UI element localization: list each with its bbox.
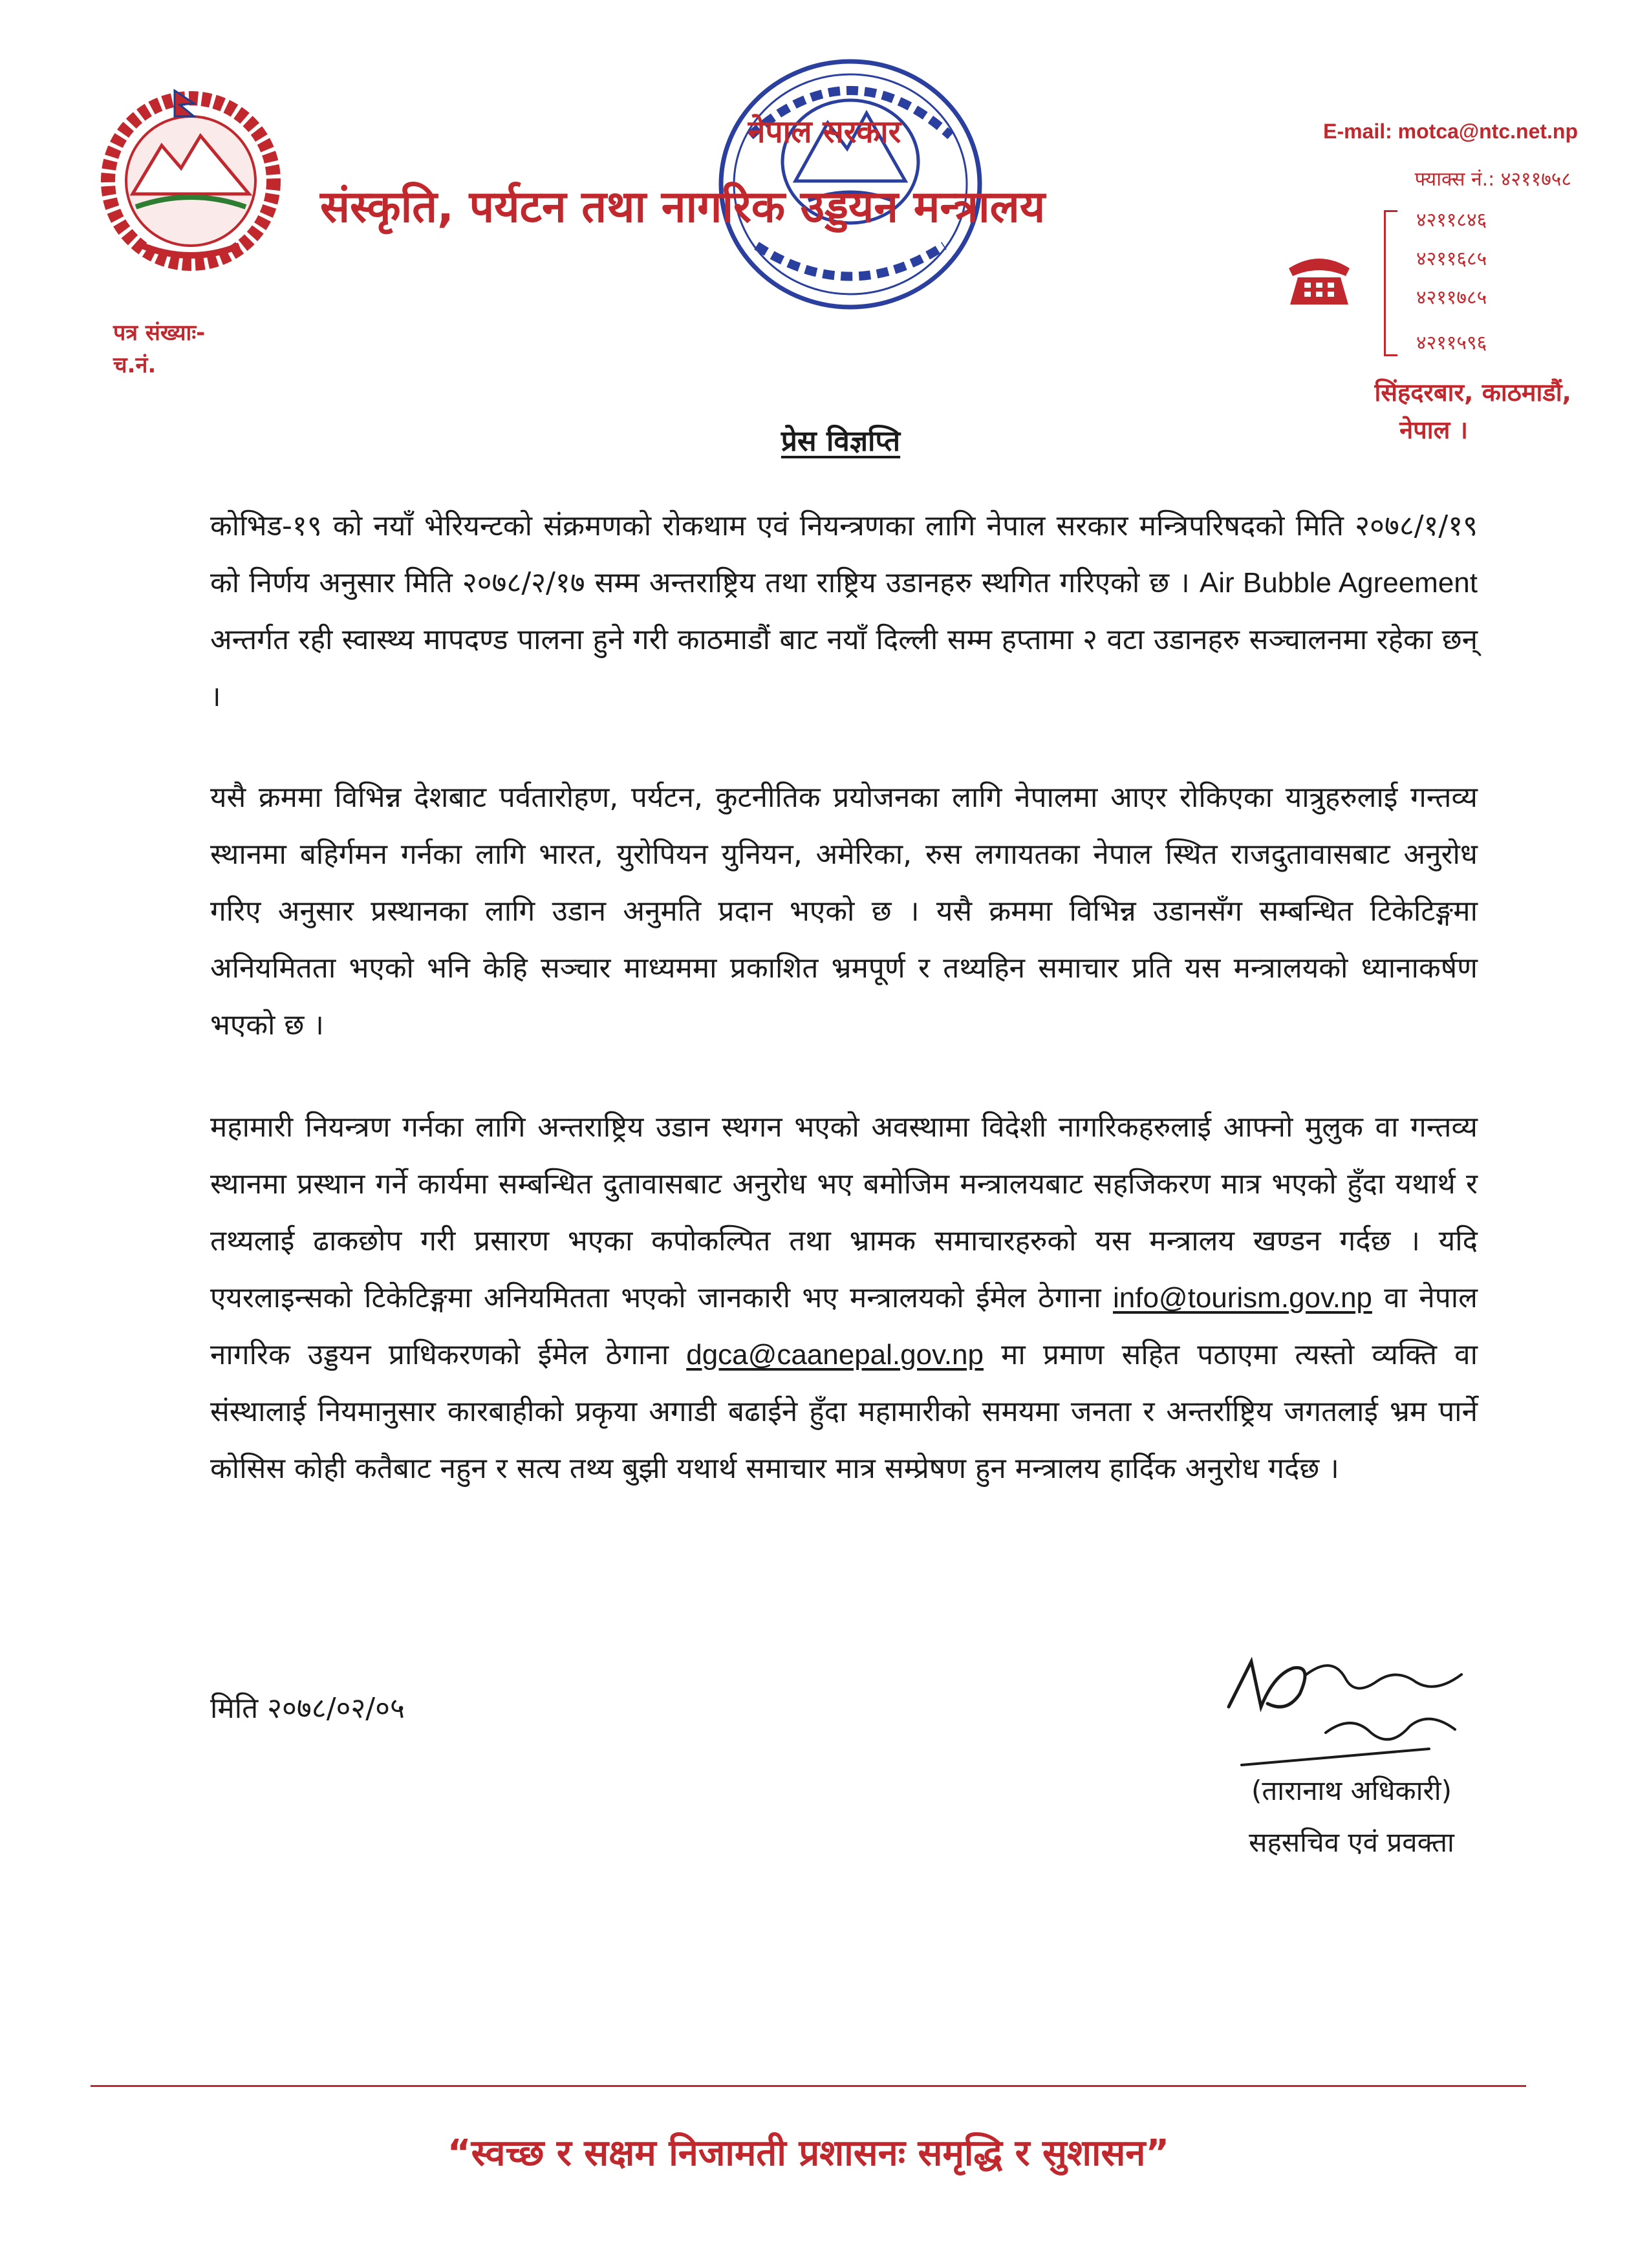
- dispatch-number-label: च.नं.: [113, 352, 156, 378]
- phone-number: ४२११८४६: [1416, 209, 1487, 231]
- press-release-title: प्रेस विज्ञप्ति: [781, 425, 901, 458]
- paragraph-3-text-a: महामारी नियन्त्रण गर्नका लागि अन्तराष्ट्रिय उडान स्थगन भएको अवस्थामा विदेशी नागरिकहरुलाई आफ्नो मुलुक वा गन्तव्य स्थानमा प्रस्थान गर्ने कार्यमा सम्बन्धित दुतावासबाट अनुरोध भए बमोजिम मन्त्रालयबाट सहजिकरण मात्र भएको हुँदा यथार्थ र तथ्यलाई ढाकछोप गरी प्रसारण भएका कपोकल्पित तथा भ्रामक समाचारहरुको यस मन्त्रालय खण्डन गर्दछ । यदि एयरलाइन्सको टिकेटिङ्गमा अनियमितता भएको जानकारी भए मन्त्रालयको ईमेल ठेगाना: [210, 1111, 1478, 1314]
- signatory-name: (तारानाथ अधिकारी): [1251, 1775, 1452, 1806]
- air-bubble-term: Air Bubble Agreement: [1199, 567, 1478, 599]
- caan-email-link[interactable]: dgca@caanepal.gov.np: [686, 1339, 984, 1371]
- contact-email: E-mail: motca@ntc.net.np: [1323, 120, 1578, 143]
- footer-divider: [91, 2085, 1526, 2087]
- handwritten-signature: [1216, 1636, 1487, 1791]
- paragraph-1-text-a: कोभिड-१९ को नयाँ भेरियन्टको संक्रमणको रोकथाम एवं नियन्त्रणका लागि नेपाल सरकार मन्त्रिपरिषदको मिति २०७८/१/१९ को निर्णय अनुसार मिति २०७८/२/१७ सम्म अन्तराष्ट्रिय तथा राष्ट्रिय उडानहरु स्थगित गरिएको छ ।: [210, 509, 1478, 599]
- release-date: मिति २०७८/०२/०५: [210, 1692, 405, 1725]
- paragraph-3-text-b: वा नेपाल नागरिक उड्डयन प्राधिकरणको ईमेल ठेगाना: [210, 1281, 1478, 1371]
- tourism-email-link[interactable]: info@tourism.gov.np: [1112, 1282, 1372, 1314]
- telephone-icon: [1284, 249, 1355, 307]
- address-line-2: नेपाल ।: [1399, 416, 1468, 444]
- nepal-emblem-icon: [97, 84, 285, 272]
- footer-slogan: “स्वच्छ र सक्षम निजामती प्रशासनः समृद्धि र सुशासन”: [447, 2132, 1170, 2174]
- paragraph-3: [210, 1099, 1478, 1497]
- ministry-name: संस्कृति, पर्यटन तथा नागरिक उड्डयन मन्त्रालय: [320, 182, 1046, 233]
- phone-number: ४२११६८५: [1416, 248, 1487, 270]
- paragraph-3-text-c: मा प्रमाण सहित पठाएमा त्यस्तो व्यक्ति वा संस्थालाई नियमानुसार कारबाहीको प्रकृया अगाडी बढाईने हुँदा महामारीको समयमा जनता र अन्तर्राष्ट्रिय जगतलाई भ्रम पार्ने कोसिस कोही कतैबाट नहुन र सत्य तथ्य बुझी यथार्थ समाचार मात्र सम्प्रेषण हुन मन्त्रालय हार्दिक अनुरोध गर्दछ ।: [210, 1338, 1478, 1485]
- reference-number-label: पत्र संख्याः-: [113, 320, 206, 346]
- government-name: नेपाल सरकार: [748, 114, 901, 150]
- address-line-1: सिंहदरबार, काठमाडौं,: [1374, 378, 1571, 407]
- phone-bracket: [1384, 210, 1397, 356]
- phone-number: ४२११५९६: [1416, 332, 1487, 354]
- paragraph-1: [210, 498, 1478, 725]
- phone-number: ४२११७८५: [1416, 286, 1487, 309]
- paragraph-1-text-b: अन्तर्गत रही स्वास्थ्य मापदण्ड पालना हुने गरी काठमाडौं बाट नयाँ दिल्ली सम्म हप्तामा २ वटा उडानहरु सञ्चालनमा रहेका छन् ।: [210, 623, 1478, 713]
- paragraph-2: यसै क्रममा विभिन्न देशबाट पर्वतारोहण, पर्यटन, कुटनीतिक प्रयोजनका लागि नेपालमा आएर रोकिएका यात्रुहरुलाई गन्तव्य स्थानमा बहिर्गमन गर्नका लागि भारत, युरोपियन युनियन, अमेरिका, रुस लगायतका नेपाल स्थित राजदुतावासबाट अनुरोध गरिए अनुसार प्रस्थानका लागि उडान अनुमति प्रदान भएको छ । यसै क्रममा विभिन्न उडानसँग सम्बन्धित टिकेटिङ्गमा अनियमितता भएको भनि केहि सञ्चार माध्यममा प्रकाशित भ्रमपूर्ण र तथ्यहिन समाचार प्रति यस मन्त्रालयको ध्यानाकर्षण भएको छ ।: [210, 781, 1478, 1042]
- contact-fax: फ्याक्स नं.: ४२११७५८: [1414, 168, 1571, 191]
- signatory-title: सहसचिव एवं प्रवक्ता: [1249, 1826, 1454, 1858]
